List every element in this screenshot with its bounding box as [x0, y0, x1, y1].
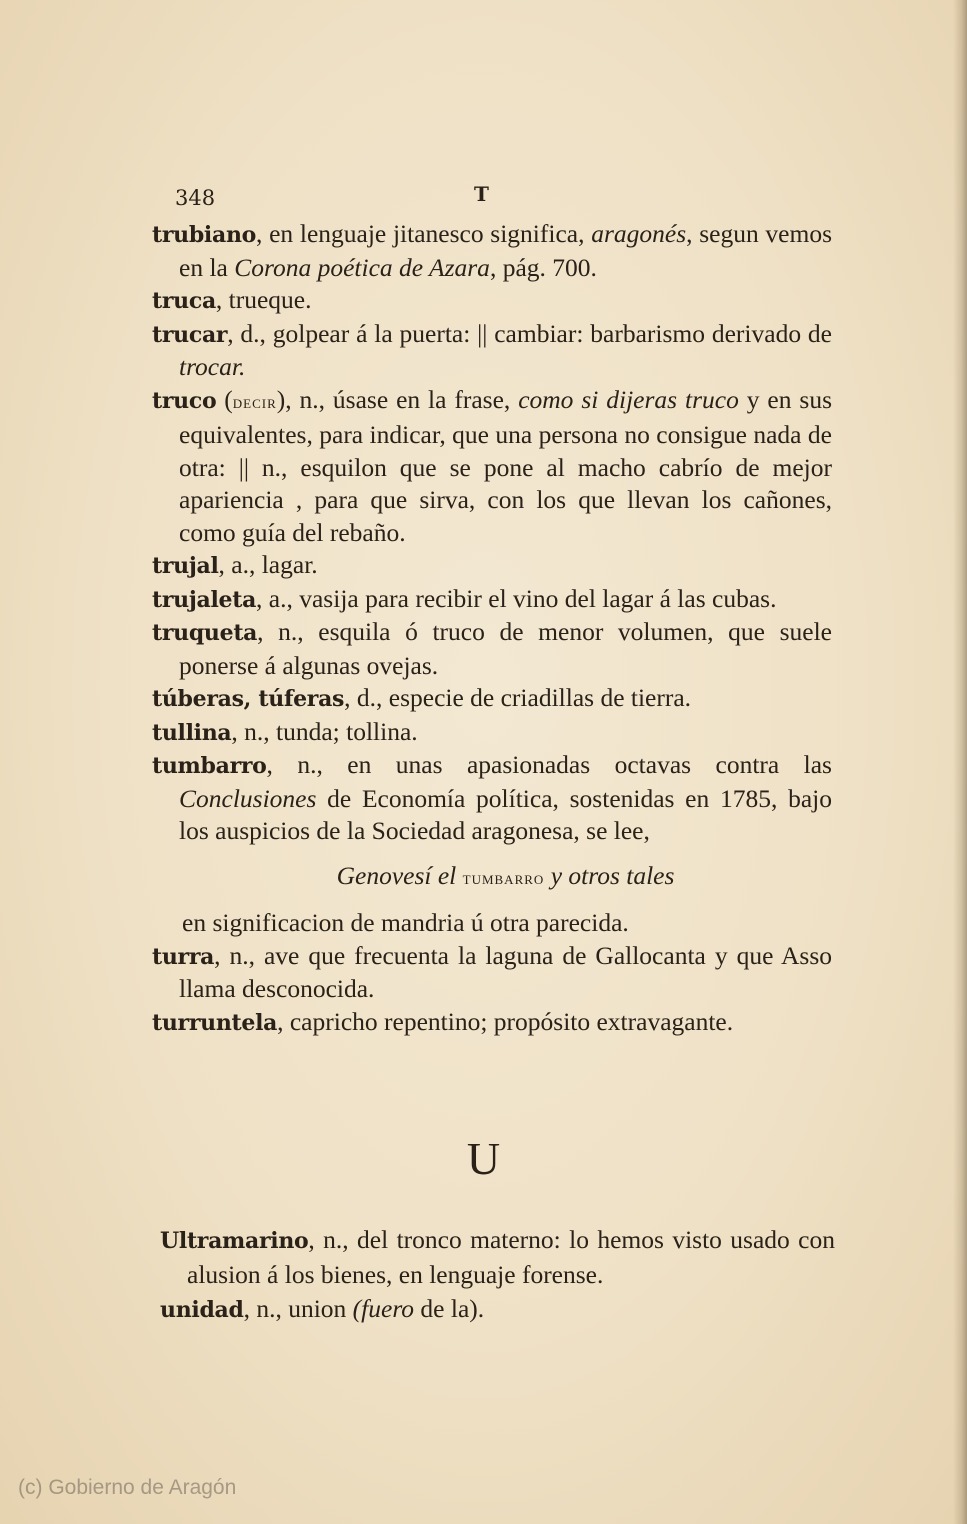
page-header	[175, 182, 675, 216]
dictionary-entry	[152, 682, 832, 716]
entry-small-caps-text: decir	[232, 391, 277, 413]
entry-italic-text: Conclusiones	[179, 783, 317, 813]
entry-text: de la).	[414, 1294, 485, 1323]
page-edge-shadow	[953, 0, 967, 1524]
entry-headword: trujal	[152, 553, 219, 579]
entry-text: , pág. 700.	[489, 252, 597, 282]
entry-headword: túberas, túferas	[152, 686, 345, 712]
entry-list-u	[160, 1223, 835, 1327]
entry-text: , n., ave que frecuenta la laguna de Gallocanta y que Asso llama desconocida.	[179, 940, 832, 1003]
entry-italic-text: como si dijeras truco	[518, 384, 739, 414]
dictionary-entry	[152, 549, 832, 583]
entry-text: ), n., úsase en la frase,	[276, 384, 519, 414]
entry-text: , n., esquila ó truco de menor volumen, que suele ponerse á algunas ovejas.	[179, 617, 832, 680]
dictionary-entries-t	[152, 218, 832, 1039]
entry-headword: Ultramarino	[160, 1228, 309, 1254]
running-head: T	[474, 182, 489, 206]
entry-headword: tumbarro	[152, 753, 267, 779]
entry-text: , a., lagar.	[218, 550, 318, 579]
entry-headword: turra	[152, 943, 215, 970]
dictionary-entry	[152, 749, 832, 848]
entry-text: , n., tunda; tollina.	[231, 716, 418, 746]
entry-headword: trujaleta	[152, 586, 257, 613]
entry-italic-text: aragonés	[591, 219, 687, 248]
dictionary-entry	[152, 1006, 832, 1040]
page-number: 348	[175, 186, 216, 210]
dictionary-entry	[152, 616, 832, 682]
dictionary-entry	[160, 1292, 835, 1327]
section-letter-heading: U	[466, 1133, 501, 1184]
dictionary-entry	[152, 716, 832, 750]
entry-headword: truco	[152, 387, 217, 414]
entry-headword: unidad	[160, 1297, 244, 1323]
entry-list-part-2	[152, 940, 832, 1040]
entry-italic-text: trocar.	[179, 352, 246, 381]
verse-caps-word: tumbarro	[462, 867, 545, 889]
entry-list-part-1	[152, 218, 832, 848]
entry-text: , n., union	[243, 1294, 353, 1323]
entry-text: , n., del tronco materno: lo hemos visto usado con alusion á los bienes, en lenguaje forense.	[187, 1225, 835, 1289]
dictionary-entry	[160, 1223, 835, 1292]
entry-text: , en lenguaje jitanesco significa,	[256, 219, 592, 248]
quoted-verse	[179, 860, 832, 896]
verse-before: Genovesí el	[336, 860, 463, 890]
entry-text: , a., vasija para recibir el vino del lagar á las cubas.	[256, 583, 777, 613]
dictionary-entry	[152, 318, 832, 384]
entry-text: , trueque.	[215, 285, 312, 314]
verse-continuation: en significacion de mandria ú otra parecida.	[182, 908, 629, 937]
entry-italic-text: Corona poética de Azara	[234, 252, 490, 282]
entry-headword: turruntela	[152, 1009, 278, 1036]
entry-headword: trubiano	[152, 222, 257, 248]
entry-text: y en sus equivalentes, para indicar, que una persona no consigue nada de otra: || n., esquilon que se pone al macho cabrío de mejor apariencia , para que sirva, con los que llevan los cañones, como guía del rebaño.	[179, 384, 832, 547]
entry-text: , d., especie de criadillas de tierra.	[344, 683, 692, 712]
dictionary-entry	[152, 940, 832, 1006]
entry-text: , segun vemos en la	[179, 219, 832, 282]
dictionary-entry	[152, 384, 832, 550]
entry-text: , n., en unas apasionadas octavas contra las	[266, 750, 832, 779]
dictionary-entries-u	[160, 1223, 835, 1327]
entry-text: (	[216, 384, 233, 414]
dictionary-entry	[152, 218, 832, 284]
entry-italic-text: (fuero	[352, 1294, 415, 1323]
entry-headword: truca	[152, 288, 216, 314]
verse-after: y otros tales	[544, 860, 675, 890]
entry-text: , capricho repentino; propósito extravagante.	[277, 1006, 734, 1036]
entry-text: de Economía política, sostenidas en 1785, bajo los auspicios de la Sociedad aragonesa, se lee,	[179, 783, 832, 845]
copyright-watermark: (c) Gobierno de Aragón	[18, 1476, 237, 1499]
entry-headword: tullina	[152, 719, 232, 746]
entry-headword: truqueta	[152, 620, 258, 646]
dictionary-entry	[152, 284, 832, 318]
entry-text: , d., golpear á la puerta: || cambiar: barbarismo derivado de	[227, 318, 832, 348]
dictionary-entry	[152, 583, 832, 617]
entry-headword: trucar	[152, 321, 228, 348]
